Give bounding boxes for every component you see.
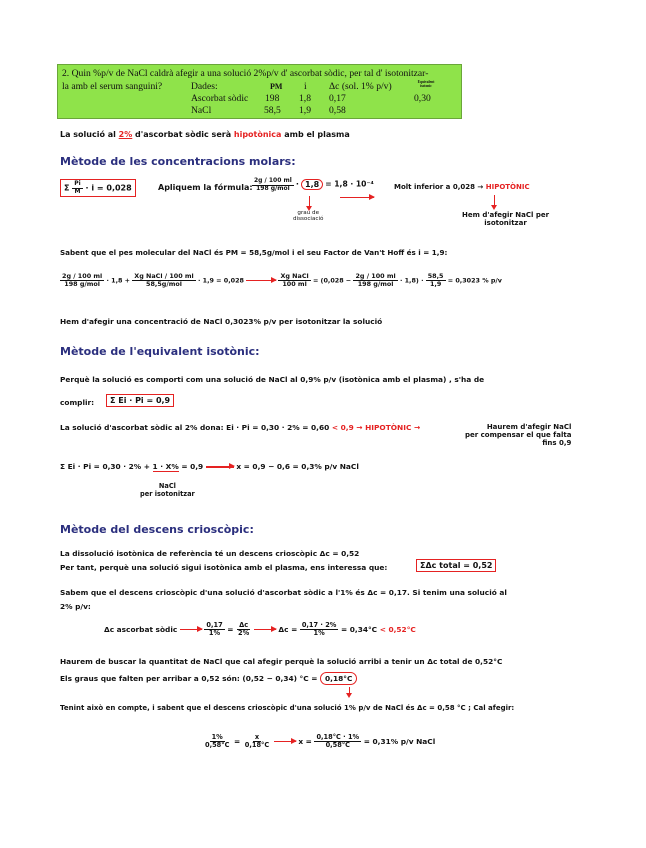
hipotonic-label-2: HIPOTÒNIC → — [365, 423, 421, 432]
sec3-paragraph4: 2% p/v: — [60, 602, 91, 611]
row1-eq: 0,30 — [414, 93, 431, 104]
hipotonic-label-1: HIPOTÒNIC — [485, 183, 530, 191]
molar-formula-box: Σ $\frac{Pi}{M}$ · i = 0,028 — [60, 179, 136, 197]
col-i: i — [304, 81, 307, 92]
sec2-paragraph2: complir: — [60, 398, 95, 407]
apply-formula: $\frac{2g / 100 ml}{\text{198 g/mol}}$ · 1,8 = 1,8 · 10⁻⁴ — [254, 177, 374, 192]
down-arrow-3-head — [346, 693, 352, 698]
row1-i: 1,8 — [299, 93, 311, 104]
sec2-paragraph1: Perquè la solució es comporti com una solució de NaCl al 0,9% p/v (isotònica amb el plasma) , s'ha de — [60, 375, 485, 384]
sec2-ascorbat-line: La solució d'ascorbat sòdic al 2% dona: Ei · Pi = 0,30 · 2% = 0,60 < 0,9 → HIPOTÒNIC → — [60, 423, 421, 432]
section1-title: Mètode de les concentracions molars: — [60, 155, 296, 168]
row2-i: 1,9 — [299, 105, 311, 116]
apply-label: Apliquem la fórmula: — [158, 183, 253, 192]
missing-degrees-circle: 0,18°C — [320, 672, 357, 685]
sec3-final-equation: $\frac{1\%}{0,58^\circ C}$ = $\frac{x}{0,18^\circ C}$ x = $\frac{0,18^\circ C \cdot 1\%}{0,58^\circ C}$ = 0,31% p/v NaCl — [205, 733, 436, 750]
sec2-under-note: NaCl per isotonitzar — [140, 482, 195, 498]
down-arrow-2-head — [491, 205, 497, 210]
arrow-to-less — [340, 187, 374, 206]
row1-name: Ascorbat sòdic — [191, 93, 249, 104]
col-eq: Equivalent isotonic — [417, 80, 435, 88]
molar-equation: $\frac{2g / 100 ml}{\text{198 g/mol}}$ · 1,8 + $\frac{\text{Xg NaCl / 100 ml}}{\text{58,5g/mol}}$ · 1,9 = 0,028 $\frac{\text{Xg NaCl}}{100 ml}$ = (0,028 − $\frac{2g / 100 ml}{\text{198 g/mol}}$ · 1,8) · $\frac{58,5}{1,9}$ = 0,3023 % p/v — [62, 272, 502, 289]
intro-hipotonica: hipotònica — [233, 130, 282, 139]
row2-name: NaCl — [191, 105, 212, 116]
intro-percent: 2% — [118, 130, 133, 139]
col-pm: PM — [270, 82, 283, 91]
sec3-paragraph1: La dissolució isotònica de referència té un descens crioscòpic Δc = 0,52 — [60, 549, 360, 558]
problem-box — [57, 64, 462, 119]
sec3-paragraph2: Per tant, perquè una solució sigui isotònica amb el plasma, ens interessa que: — [60, 563, 388, 572]
sec3-paragraph5: Haurem de buscar la quantitat de NaCl que cal afegir perquè la solució arribi a tenir un Δc total de 0,52°C — [60, 657, 503, 666]
problem-line2: la amb el serum sanguini? — [62, 81, 163, 92]
dissociation-note: grau de dissociació — [293, 210, 324, 222]
sec3-ratio-equation: Δc ascorbat sòdic $\frac{0,17}{1\%}$ = $\frac{\Delta c}{2\%}$ Δc = $\frac{0,17 \cdot 2\%}{1\%}$ = 0,34°C < 0,52°C — [104, 621, 416, 638]
section3-title: Mètode del descens crioscòpic: — [60, 523, 254, 536]
sec2-compensate-note: Haurem d'afegir NaCl per compensar el que falta fins 0,9 — [465, 423, 572, 447]
dades-label: Dades: — [191, 81, 218, 92]
sec3-paragraph3: Sabem que el descens crioscòpic d'una solució d'ascorbat sòdic a l'1% és Δc = 0,17. Si tenim una solució al — [60, 588, 507, 597]
need-nacl-note: Hem d'afegir NaCl per isotonitzar — [462, 211, 550, 227]
row2-pm: 58,5 — [264, 105, 281, 116]
dissociation-circle: 1,8 — [301, 179, 323, 190]
col-dc: Δc (sol. 1% p/v) — [329, 81, 392, 92]
know-line: Sabent que el pes molecular del NaCl és PM = 58,5g/mol i el seu Factor de Van't Hoff és i = 1,9: — [60, 248, 448, 257]
sec3-paragraph6: Els graus que falten per arribar a 0,52 són: (0,52 − 0,34) °C = 0,18°C — [60, 672, 357, 685]
problem-line1: 2. Quin %p/v de NaCl caldrà afegir a una solució 2%p/v d' ascorbat sòdic, per tal d' isotonitzar- — [62, 68, 429, 79]
row1-pm: 198 — [265, 93, 280, 104]
molar-conclusion: Hem d'afegir una concentració de NaCl 0,3023% p/v per isotonitzar la solució — [60, 317, 383, 326]
isotonic-condition-box: Σ Ei · Pi = 0,9 — [106, 394, 174, 407]
intro-line: La solució al 2% d'ascorbat sòdic serà hipotònica amb el plasma — [60, 130, 350, 139]
section2-title: Mètode de l'equivalent isotònic: — [60, 345, 260, 358]
row2-dc: 0,58 — [329, 105, 346, 116]
row1-dc: 0,17 — [329, 93, 346, 104]
sec2-equation: Σ Ei · Pi = 0,30 · 2% + 1 · X% = 0,9 x = 0,9 − 0,6 = 0,3% p/v NaCl — [60, 462, 359, 471]
less-than-text: Molt inferior a 0,028 → HIPOTÒNIC — [394, 183, 530, 191]
sec3-paragraph7: Tenint això en compte, i sabent que el descens crioscòpic d'una solució 1% p/v de NaCl és Δc = 0,58 °C ; Cal afegir: — [60, 704, 515, 712]
total-dc-box: ΣΔc total = 0,52 — [416, 559, 496, 572]
